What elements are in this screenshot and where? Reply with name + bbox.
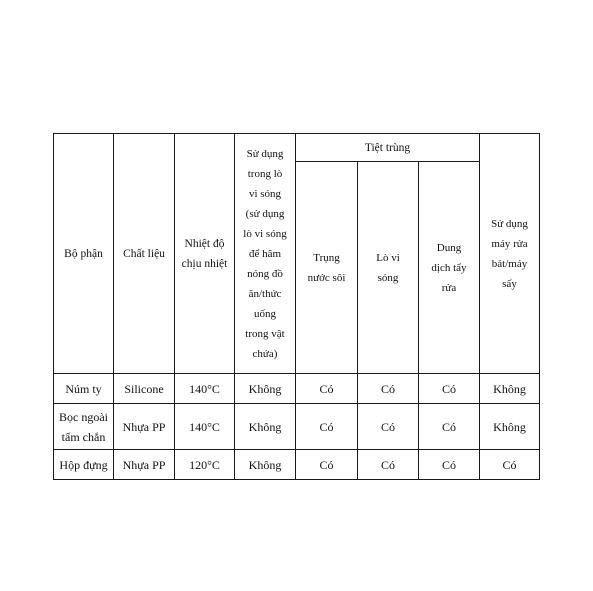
cell-boil: Có [296,450,358,480]
cell-dishwasher: Không [480,374,540,404]
cell-microwave-sterilize: Có [358,450,419,480]
cell-part: Núm ty [54,374,114,404]
header-heat-resistance: Nhiệt độ chịu nhiệt [175,134,235,374]
cell-cleaning-solution: Có [419,374,480,404]
cell-cleaning-solution: Có [419,450,480,480]
cell-microwave: Không [235,374,296,404]
cell-boil: Có [296,404,358,450]
cell-material: Nhựa PP [114,450,175,480]
header-boil: Trụng nước sôi [296,162,358,374]
header-microwave-sterilize: Lò vi sóng [358,162,419,374]
cell-dishwasher: Có [480,450,540,480]
cell-heat: 120°C [175,450,235,480]
header-material: Chất liệu [114,134,175,374]
table-row [54,374,540,404]
cell-cleaning-solution: Có [419,404,480,450]
cell-boil: Có [296,374,358,404]
cell-microwave-sterilize: Có [358,374,419,404]
cell-part: Hộp đựng [54,450,114,480]
header-row-top [54,134,540,162]
cell-dishwasher: Không [480,404,540,450]
header-microwave-use: Sử dụng trong lò vi sóng (sử dụng lò vi sóng để hâm nóng đồ ăn/thức uống trong vật chứa) [235,134,296,374]
cell-material: Silicone [114,374,175,404]
product-spec-table [53,133,540,480]
header-part: Bộ phận [54,134,114,374]
cell-material: Nhựa PP [114,404,175,450]
header-cleaning-solution: Dung dịch tẩy rửa [419,162,480,374]
cell-heat: 140°C [175,404,235,450]
cell-microwave-sterilize: Có [358,404,419,450]
header-sterilization: Tiệt trùng [296,134,480,162]
cell-heat: 140°C [175,374,235,404]
cell-part: Bọc ngoài tấm chắn [54,404,114,450]
table-row [54,450,540,480]
table-row [54,404,540,450]
cell-microwave: Không [235,404,296,450]
cell-microwave: Không [235,450,296,480]
header-dishwasher: Sử dụng máy rửa bát/máy sấy [480,134,540,374]
